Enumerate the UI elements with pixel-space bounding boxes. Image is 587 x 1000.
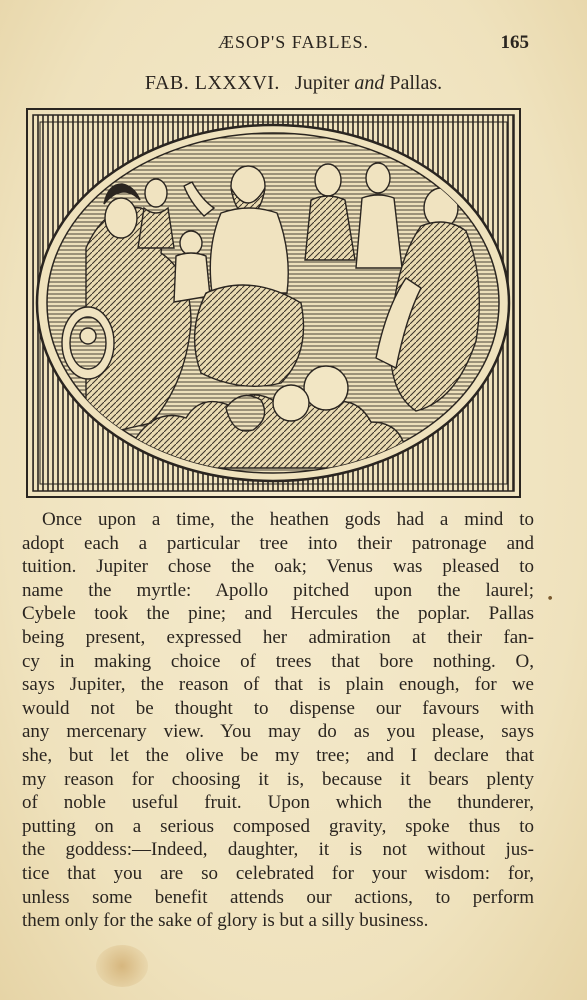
body-line: name the myrtle: Apollo pitched upon the laurel; [22, 579, 534, 601]
page-number: 165 [500, 32, 529, 53]
body-line: Once upon a time, the heathen gods had a mind to [42, 509, 534, 530]
body-line: would not be thought to dispense our favours with [22, 697, 534, 719]
body-line: putting on a serious composed gravity, spoke thus to [22, 815, 534, 837]
margin-mark-icon: • [543, 589, 558, 608]
body-line: my reason for choosing it is, because it bears plenty [22, 768, 534, 790]
body-line: unless some benefit attends our actions, to perform [22, 886, 534, 908]
body-line: she, but let the olive be my tree; and I declare that [22, 744, 534, 766]
body-line: tuition. Jupiter chose the oak; Venus was pleased to [22, 556, 534, 578]
body-line: the goddess:—Indeed, daughter, it is not without jus- [22, 839, 534, 861]
body-line: Cybele took the pine; and Hercules the poplar. Pallas [22, 603, 534, 625]
body-line: cy in making choice of trees that bore nothing. O, [22, 650, 534, 672]
paper-stain [96, 945, 148, 987]
body-line: adopt each a particular tree into their patronage and [22, 532, 534, 554]
fable-title-pallas: Pallas. [389, 72, 443, 94]
fable-body [22, 508, 534, 933]
body-line: says Jupiter, the reason of that is plain enough, for we [22, 674, 534, 696]
fable-number: FAB. LXXXVI. [144, 72, 280, 94]
body-line: of noble useful fruit. Upon which the thunderer, [22, 792, 534, 814]
body-line: being present, expressed her admiration at their fan- [22, 626, 534, 648]
fable-title-and: and [354, 72, 385, 94]
woodcut-illustration [26, 108, 521, 498]
fable-title-jupiter: Jupiter [294, 72, 350, 94]
body-line: any mercenary view. You may do as you please, says [22, 721, 534, 743]
running-title: ÆSOP'S FABLES. [218, 32, 369, 52]
fable-title [0, 72, 587, 95]
body-line: them only for the sake of glory is but a silly business. [22, 910, 429, 932]
body-line: tice that you are so celebrated for your wisdom: for, [22, 862, 534, 884]
